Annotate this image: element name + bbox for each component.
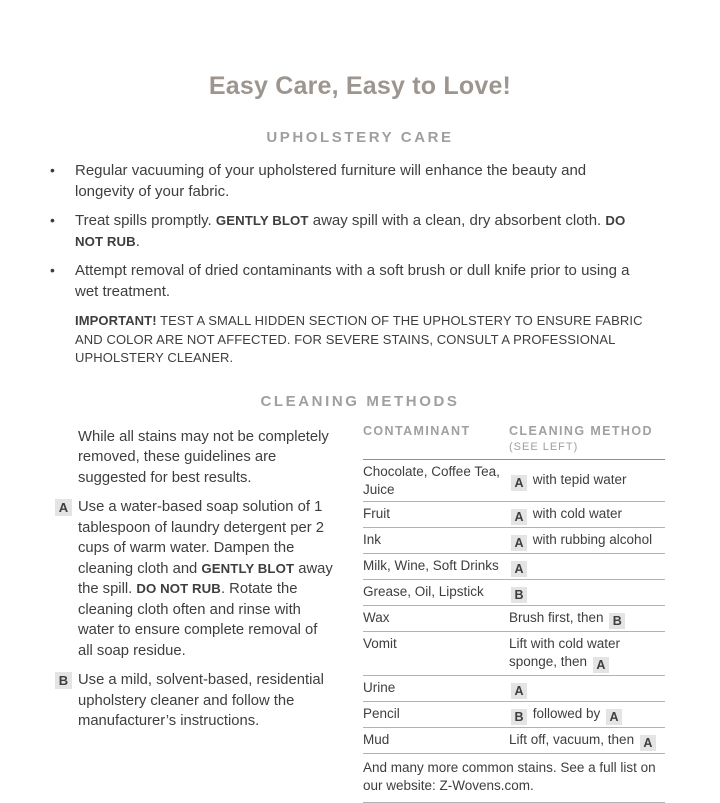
care-bullet-item [48,210,644,252]
text-segment: Use a water-based soap solution of 1 tablespoon of laundry detergent per 2 cups of warm water. Dampen the cleaning cloth and [78,499,324,577]
contaminant-cell: Grease, Oil, Lipstick [363,583,484,599]
contaminant-cell: Ink [363,531,382,547]
table-header-method-sub: (SEE LEFT) [509,440,579,453]
method-badge-a: A [511,561,527,577]
method-badge-b: B [511,587,527,603]
emphasis-text: GENTLY BLOT [215,213,309,228]
table-row [363,580,665,606]
contaminant-cell: Milk, Wine, Soft Drinks [363,557,499,573]
method-cell [509,471,665,491]
contaminant-cell: Chocolate, Coffee Tea, Juice [363,463,500,497]
method-definition-a [55,497,358,661]
text-segment: with cold water [529,505,623,521]
text-segment: Use a mild, solvent-based, residential upholstery cleaner and follow the manufacturer’s instructions. [78,672,324,729]
method-cell [509,635,665,673]
method-badge-b: B [609,613,625,629]
table-row [363,502,665,528]
table-row [363,728,665,754]
table-row [363,676,665,702]
contaminant-cell: Urine [363,679,396,695]
emphasis-text: IMPORTANT! [75,313,157,328]
text-segment: . Rotate the cleaning cloth often and rinse with water to ensure complete removal of all soap residue. [78,581,318,659]
method-description [78,670,334,732]
text-segment: Attempt removal of dried contaminants with a soft brush or dull knife prior to using a wet treatment. [75,262,630,300]
method-definitions [55,497,358,732]
emphasis-text: DO NOT RUB [75,213,626,249]
contaminant-cell: Wax [363,609,390,625]
method-badge-a: A [593,657,609,673]
method-badge-a: A [606,709,622,725]
methods-description-column [55,424,358,803]
care-bullet-list [0,160,644,302]
text-segment: Brush first, then [509,609,608,625]
text-segment: followed by [529,705,605,721]
table-row [363,632,665,676]
care-bullet-item [48,260,644,302]
table-row [363,554,665,580]
bullet-icon: • [50,262,55,278]
method-cell [509,705,665,725]
method-key-badge-a: A [55,499,72,516]
table-header-method: CLEANING METHOD (SEE LEFT) [509,424,665,454]
method-cell [509,531,665,551]
cleaning-methods-heading: CLEANING METHODS [260,392,460,410]
text-segment: . [135,233,140,250]
contaminant-table [363,424,665,803]
text-segment: Regular vacuuming of your upholstered furniture will enhance the beauty and longevity of your fabric. [75,162,587,200]
method-key-badge-b: B [55,672,72,689]
method-badge-a: A [511,683,527,699]
text-segment: Lift off, vacuum, then [509,731,638,747]
method-cell [509,609,665,629]
method-description [78,497,334,661]
text-segment: away spill with a clean, dry absorbent cloth. [308,212,606,229]
upholstery-care-heading: UPHOLSTERY CARE [266,129,454,146]
table-row [363,606,665,632]
table-row [363,528,665,554]
method-badge-a: A [640,735,656,751]
text-segment: with rubbing alcohol [529,531,653,547]
method-badge-a: A [511,535,527,551]
text-segment: away the spill. [78,560,333,597]
cleaning-methods-columns [55,424,665,803]
method-badge-a: A [511,509,527,525]
bullet-icon: • [50,212,55,228]
contaminant-cell: Fruit [363,505,390,521]
table-body [363,460,665,754]
page-title: Easy Care, Easy to Love! [208,72,512,100]
table-row [363,460,665,502]
emphasis-text: GENTLY BLOT [201,560,295,576]
method-cell [509,583,665,603]
table-header-row [363,424,665,460]
method-cell [509,557,665,577]
method-cell [509,731,665,751]
contaminant-cell: Vomit [363,635,397,651]
bullet-icon: • [50,162,55,178]
care-bullet-item [48,160,644,202]
text-segment: with tepid water [529,471,627,487]
contaminant-cell: Mud [363,731,390,747]
text-segment: Treat spills promptly. [75,212,216,229]
emphasis-text: DO NOT RUB [136,581,221,596]
text-segment: TEST A SMALL HIDDEN SECTION OF THE UPHOLSTERY TO ENSURE FABRIC AND COLOR ARE NOT AFFECTED. FOR SEVERE STAINS, CONSULT A PROFESSIONAL UPHOLSTERY CLEANER. [75,313,643,365]
table-header-contaminant: CONTAMINANT [363,423,471,438]
method-badge-b: B [511,709,527,725]
contaminant-cell: Pencil [363,705,400,721]
method-cell [509,505,665,525]
method-cell [509,679,665,699]
table-footer: And many more common stains. See a full list on our website: Z-Wovens.com. [363,754,665,803]
cleaning-intro: While all stains may not be completely removed, these guidelines are suggested for best results. [78,428,329,486]
text-segment: Lift with cold water sponge, then [509,635,621,669]
method-definition-b [55,670,358,732]
table-row [363,702,665,728]
method-badge-a: A [511,475,527,491]
important-note [75,312,667,368]
